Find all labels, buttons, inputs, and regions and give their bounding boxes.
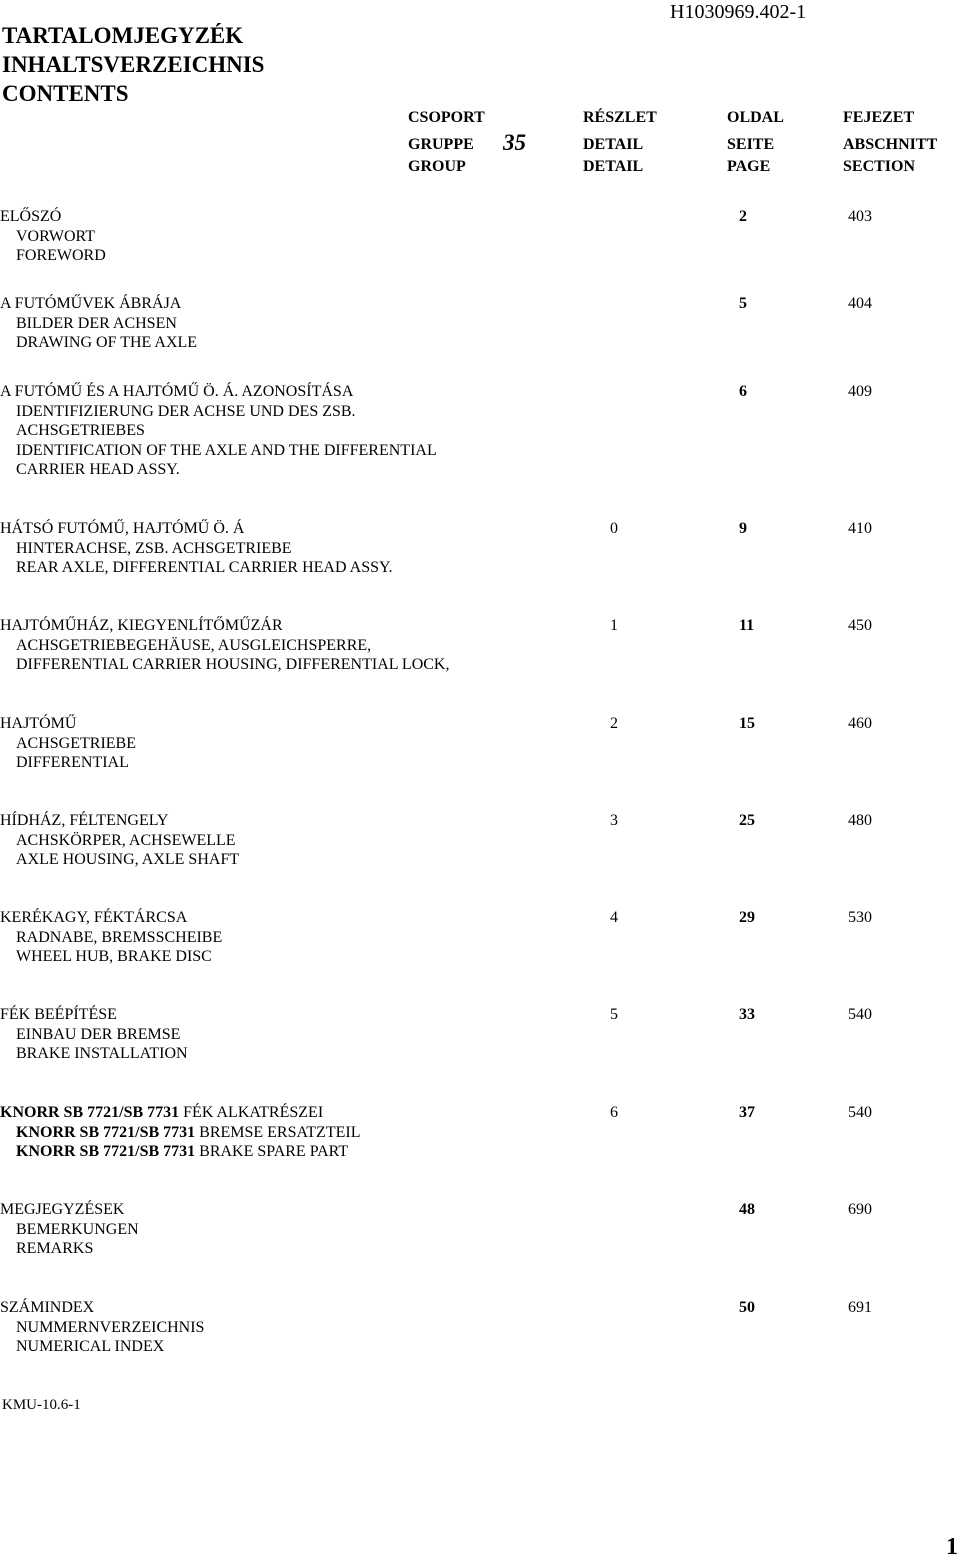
entry-title-de: ACHSKÖRPER, ACHSEWELLE [16,831,236,849]
entry-title-de-cont: ACHSGETRIEBES [16,422,145,439]
entry-title-en: REMARKS [16,1240,94,1257]
header-group-de: GRUPPE [408,136,474,153]
entry-title-de: NUMMERNVERZEICHNIS [16,1318,205,1336]
entry-title-hu: FÉK BEÉPÍTÉSE [0,1006,117,1023]
entry-section: 450 [848,617,872,634]
header-section-en: SECTION [843,158,916,175]
entry-section: 460 [848,715,872,732]
entry-detail: 6 [610,1104,618,1121]
knorr-model-label: KNORR SB 7721/SB 7731 [0,1104,180,1121]
header-group-en: GROUP [408,158,466,175]
entry-title-de: ACHSGETRIEBE [16,734,136,752]
entry-title-en: DIFFERENTIAL [16,754,129,771]
entry-section: 480 [848,812,872,829]
entry-title-hu: MEGJEGYZÉSEK [0,1201,125,1218]
entry-page: 33 [739,1006,755,1023]
entry-title-de: RADNABE, BREMSSCHEIBE [16,928,223,946]
entry-title-de [16,1123,360,1143]
knorr-model-label: KNORR SB 7721/SB 7731 [16,1123,196,1141]
entry-title-hu: A FUTÓMŰ ÉS A HAJTÓMŰ Ö. Á. AZONOSÍTÁSA [0,383,354,400]
entry-title-en: DIFFERENTIAL CARRIER HOUSING, DIFFERENTIAL LOCK, [16,656,450,673]
entry-section: 530 [848,909,872,926]
header-page-en: PAGE [727,158,771,175]
entry-title-de: HINTERACHSE, ZSB. ACHSGETRIEBE [16,539,292,557]
entry-page: 37 [739,1104,755,1121]
entry-title-hu: A FUTÓMŰVEK ÁBRÁJA [0,295,182,312]
title-en: CONTENTS [2,81,129,106]
entry-title-de-text: BREMSE ERSATZTEIL [195,1123,361,1141]
entry-title-hu [0,1103,323,1123]
entry-title-hu-text: FÉK ALKATRÉSZEI [179,1104,324,1121]
header-section-de: ABSCHNITT [843,136,938,153]
entry-title-en: FOREWORD [16,247,106,264]
header-page-hu: OLDAL [727,109,784,126]
entry-section: 404 [848,295,872,312]
entry-section: 540 [848,1006,872,1023]
entry-title-en: IDENTIFICATION OF THE AXLE AND THE DIFFERENTIAL [16,441,437,459]
header-section-hu: FEJEZET [843,109,915,126]
entry-page: 48 [739,1201,755,1218]
entry-title-en: AXLE HOUSING, AXLE SHAFT [16,851,240,868]
entry-title-en: WHEEL HUB, BRAKE DISC [16,948,212,965]
entry-page: 25 [739,812,755,829]
entry-title-de: EINBAU DER BREMSE [16,1025,181,1043]
entry-title-hu: HAJTÓMŰHÁZ, KIEGYENLÍTŐMŰZÁR [0,617,283,634]
entry-section: 403 [848,208,872,225]
entry-section: 410 [848,520,872,537]
entry-title-hu: HÁTSÓ FUTÓMŰ, HAJTÓMŰ Ö. Á [0,520,245,537]
footer-code: KMU-10.6-1 [2,1397,81,1413]
entry-title-en: BRAKE INSTALLATION [16,1045,188,1062]
entry-detail: 3 [610,812,618,829]
entry-title-en: DRAWING OF THE AXLE [16,334,198,351]
header-detail-en: DETAIL [583,158,644,175]
entry-page: 5 [739,295,747,312]
entry-title-en-text: BRAKE SPARE PART [195,1143,349,1160]
entry-title-de: BILDER DER ACHSEN [16,314,177,332]
entry-section: 690 [848,1201,872,1218]
entry-detail: 1 [610,617,618,634]
entry-detail: 4 [610,909,618,926]
header-page-de: SEITE [727,136,775,153]
entry-section: 540 [848,1104,872,1121]
entry-title-hu: SZÁMINDEX [0,1299,95,1316]
entry-page: 2 [739,208,747,225]
group-number: 35 [503,130,526,155]
header-detail-de: DETAIL [583,136,644,153]
entry-page: 9 [739,520,747,537]
entry-title-de: VORWORT [16,227,96,245]
entry-page: 29 [739,909,755,926]
entry-title-de: BEMERKUNGEN [16,1220,139,1238]
entry-title-en: REAR AXLE, DIFFERENTIAL CARRIER HEAD ASSY. [16,559,393,576]
entry-section: 691 [848,1299,872,1316]
entry-page: 6 [739,383,747,400]
entry-title-hu: HÍDHÁZ, FÉLTENGELY [0,812,169,829]
header-group-hu: CSOPORT [408,109,485,126]
entry-title-hu: HAJTÓMŰ [0,715,77,732]
knorr-model-label: KNORR SB 7721/SB 7731 [16,1143,196,1160]
entry-page: 11 [739,617,755,634]
title-de: INHALTSVERZEICHNIS [2,52,265,77]
header-detail-hu: RÉSZLET [583,109,657,126]
entry-page: 15 [739,715,755,732]
entry-page: 50 [739,1299,755,1316]
entry-title-de: IDENTIFIZIERUNG DER ACHSE UND DES ZSB. [16,402,356,420]
entry-title-en: NUMERICAL INDEX [16,1338,165,1355]
page-number: 1 [946,1534,958,1560]
entry-detail: 0 [610,520,618,537]
entry-title-en-cont: CARRIER HEAD ASSY. [16,461,180,478]
entry-title-hu: ELŐSZÓ [0,208,62,225]
entry-title-hu: KERÉKAGY, FÉKTÁRCSA [0,909,188,926]
entry-detail: 2 [610,715,618,732]
entry-detail: 5 [610,1006,618,1023]
entry-title-de: ACHSGETRIEBEGEHÄUSE, AUSGLEICHSPERRE, [16,636,372,654]
document-id: H1030969.402-1 [670,1,807,23]
entry-title-en [16,1142,348,1162]
entry-section: 409 [848,383,872,400]
title-hu: TARTALOMJEGYZÉK [2,23,244,48]
